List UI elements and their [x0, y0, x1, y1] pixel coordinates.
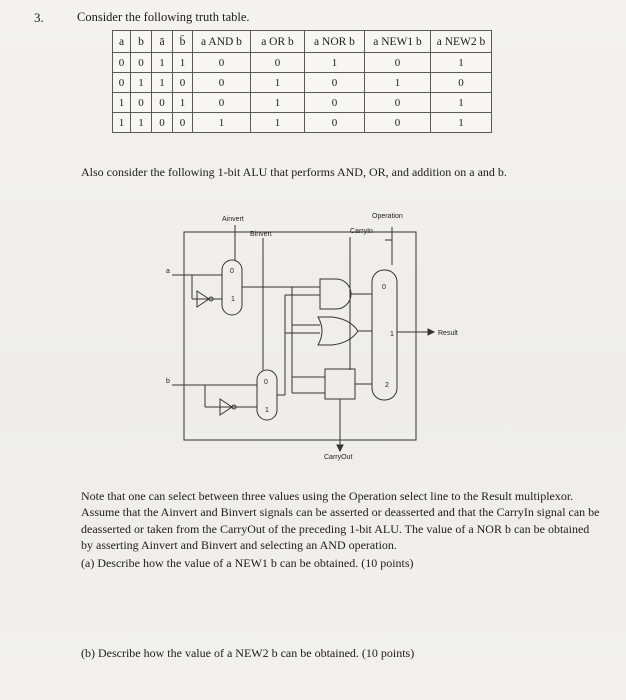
mux-a-input-0: 0 — [230, 268, 234, 275]
input-a-label: a — [166, 268, 170, 275]
col-header-a: a — [113, 31, 131, 53]
col-header-new2: a NEW2 b — [431, 31, 492, 53]
alu-outer-box — [184, 232, 416, 440]
col-header-or: a OR b — [251, 31, 305, 53]
question-part-a: (a) Describe how the value of a NEW1 b can be obtained. (10 points) — [81, 556, 414, 570]
table-cell: 0 — [305, 93, 365, 113]
operation-label: Operation — [372, 213, 403, 220]
mux-b-input-0: 0 — [264, 379, 268, 386]
table-cell: 1 — [431, 93, 492, 113]
carryout-label: CarryOut — [324, 454, 353, 461]
binvert-label: Binvert — [250, 231, 272, 238]
mux-out-input-0: 0 — [382, 284, 386, 291]
question-number: 3. — [34, 10, 44, 25]
col-header-and: a AND b — [193, 31, 251, 53]
result-label: Result — [438, 330, 458, 337]
mux-b-input-1: 1 — [265, 407, 269, 414]
table-cell: 0 — [131, 53, 152, 73]
table-cell: 0 — [365, 93, 431, 113]
table-cell: 1 — [173, 53, 193, 73]
table-cell: 0 — [193, 73, 251, 93]
table-cell: 0 — [131, 93, 152, 113]
question-part-b: (b) Describe how the value of a NEW2 b can be obtained. (10 points) — [81, 646, 415, 660]
table-cell: 0 — [113, 53, 131, 73]
ainvert-label: Ainvert — [222, 216, 244, 223]
table-cell: 1 — [365, 73, 431, 93]
alu-intro: Also consider the following 1-bit ALU that performs AND, OR, and addition on a and b. — [81, 165, 507, 179]
adder-box — [325, 369, 355, 399]
table-cell: 1 — [152, 53, 173, 73]
table-cell: 1 — [131, 113, 152, 133]
col-header-not-b: b̄ — [173, 31, 193, 53]
table-cell: 0 — [152, 93, 173, 113]
note-line: deasserted or taken from the CarryOut of the preceding 1-bit ALU. The value of a NOR b can be obtained — [81, 521, 590, 536]
table-cell: 0 — [365, 53, 431, 73]
table-cell: 0 — [305, 113, 365, 133]
alu-diagram — [160, 205, 460, 465]
question-intro: Consider the following truth table. — [77, 10, 250, 24]
note-line: Assume that the Ainvert and Binvert signals can be asserted or deasserted and that the CarryIn signal can be — [81, 505, 600, 520]
table-cell: 0 — [193, 53, 251, 73]
table-cell: 0 — [251, 53, 305, 73]
table-row — [113, 53, 492, 73]
table-cell: 1 — [251, 73, 305, 93]
table-cell: 1 — [431, 53, 492, 73]
note-paragraph — [81, 488, 611, 554]
table-cell: 0 — [431, 73, 492, 93]
table-row — [113, 73, 492, 93]
col-header-new1: a NEW1 b — [365, 31, 431, 53]
table-cell: 0 — [173, 73, 193, 93]
table-cell: 1 — [431, 113, 492, 133]
table-cell: 1 — [173, 93, 193, 113]
table-cell: 0 — [113, 73, 131, 93]
truth-table-header-row — [113, 31, 492, 53]
table-cell: 0 — [152, 113, 173, 133]
table-cell: 1 — [131, 73, 152, 93]
table-cell: 1 — [113, 113, 131, 133]
and-gate — [320, 279, 351, 309]
table-row — [113, 113, 492, 133]
table-cell: 1 — [152, 73, 173, 93]
note-line: Note that one can select between three values using the Operation select line to the Result multiplexor. — [81, 489, 574, 503]
table-row — [113, 93, 492, 113]
table-cell: 1 — [113, 93, 131, 113]
mux-a-input-1: 1 — [231, 296, 235, 303]
table-cell: 0 — [173, 113, 193, 133]
table-cell: 1 — [251, 93, 305, 113]
table-cell: 0 — [193, 93, 251, 113]
input-b-label: b — [166, 378, 170, 385]
col-header-not-a: ā — [152, 31, 173, 53]
or-gate — [318, 317, 358, 345]
mux-out-input-1: 1 — [390, 331, 394, 338]
note-line: by asserting Ainvert and Binvert and selecting an AND operation. — [81, 538, 397, 553]
table-cell: 1 — [305, 53, 365, 73]
mux-out-input-2: 2 — [385, 382, 389, 389]
col-header-nor: a NOR b — [305, 31, 365, 53]
col-header-b: b — [131, 31, 152, 53]
table-cell: 1 — [251, 113, 305, 133]
table-cell: 1 — [193, 113, 251, 133]
truth-table — [112, 30, 492, 133]
carryin-label: CarryIn — [350, 228, 373, 235]
table-cell: 0 — [305, 73, 365, 93]
table-cell: 0 — [365, 113, 431, 133]
